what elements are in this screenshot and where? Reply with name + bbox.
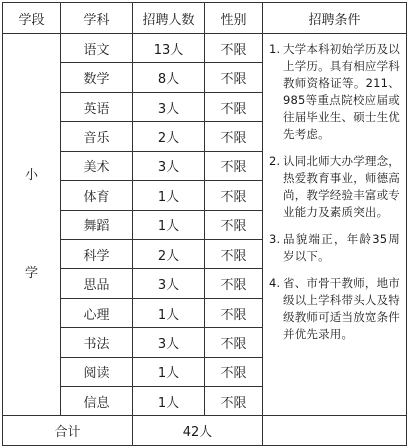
gender-cell: 不限	[205, 387, 263, 416]
count-cell: 2人	[133, 239, 205, 268]
count-cell: 8人	[133, 63, 205, 92]
count-cell: 13人	[133, 34, 205, 63]
gender-cell: 不限	[205, 181, 263, 210]
condition-text: 品貌端正，年龄35周岁以下。	[283, 232, 400, 263]
gender-cell: 不限	[205, 34, 263, 63]
subject-cell: 体育	[61, 181, 133, 210]
condition-item	[269, 153, 400, 221]
count-cell: 1人	[133, 357, 205, 386]
subject-cell: 美术	[61, 151, 133, 180]
subject-cell: 书法	[61, 328, 133, 357]
condition-number: 1.	[269, 42, 281, 56]
condition-number: 2.	[269, 154, 281, 168]
recruitment-table	[2, 2, 407, 446]
gender-cell: 不限	[205, 269, 263, 298]
subject-cell: 科学	[61, 239, 133, 268]
subject-cell: 阅读	[61, 357, 133, 386]
table-row	[3, 34, 407, 63]
condition-text: 大学本科初始学历及以上学历。具有相应学科教师资格证等。211、985等重点院校应届或往届毕业生、硕士生优先考虑。	[283, 42, 400, 141]
condition-item	[269, 275, 400, 343]
subject-cell: 数学	[61, 63, 133, 92]
condition-item	[269, 231, 400, 265]
count-cell: 3人	[133, 92, 205, 121]
gender-cell: 不限	[205, 328, 263, 357]
condition-text: 省、市骨干教师，地市级以上学科带头人及特级教师可适当放宽条件并优先录用。	[283, 276, 400, 341]
subject-cell: 思品	[61, 269, 133, 298]
count-cell: 3人	[133, 328, 205, 357]
gender-cell: 不限	[205, 239, 263, 268]
count-cell: 3人	[133, 151, 205, 180]
condition-text: 认同北师大办学理念，热爱教育事业，师德高尚，教学经验丰富或专业能力及素质突出。	[283, 154, 400, 219]
condition-number: 3.	[269, 232, 281, 246]
header-stage: 学段	[3, 3, 61, 34]
count-cell: 1人	[133, 298, 205, 327]
condition-item	[269, 41, 400, 143]
subject-cell: 信息	[61, 387, 133, 416]
subject-cell: 语文	[61, 34, 133, 63]
total-value: 42人	[133, 416, 263, 446]
count-cell: 1人	[133, 387, 205, 416]
gender-cell: 不限	[205, 63, 263, 92]
stage-label-line2: 学	[24, 265, 38, 281]
header-subject: 学科	[61, 3, 133, 34]
gender-cell: 不限	[205, 122, 263, 151]
gender-cell: 不限	[205, 151, 263, 180]
count-cell: 2人	[133, 122, 205, 151]
header-count: 招聘人数	[133, 3, 205, 34]
subject-cell: 舞蹈	[61, 210, 133, 239]
stage-label-line1: 小	[24, 168, 38, 184]
stage-cell	[3, 34, 61, 416]
condition-number: 4.	[269, 276, 281, 290]
header-conditions: 招聘条件	[263, 3, 407, 34]
conditions-cell	[263, 34, 407, 416]
gender-cell: 不限	[205, 92, 263, 121]
total-row	[3, 416, 407, 446]
subject-cell: 心理	[61, 298, 133, 327]
total-label: 合计	[3, 416, 133, 446]
header-gender: 性别	[205, 3, 263, 34]
count-cell: 3人	[133, 269, 205, 298]
subject-cell: 音乐	[61, 122, 133, 151]
header-row	[3, 3, 407, 34]
count-cell: 1人	[133, 181, 205, 210]
gender-cell: 不限	[205, 298, 263, 327]
count-cell: 1人	[133, 210, 205, 239]
subject-cell: 英语	[61, 92, 133, 121]
total-empty-cell	[263, 416, 407, 446]
gender-cell: 不限	[205, 210, 263, 239]
gender-cell: 不限	[205, 357, 263, 386]
